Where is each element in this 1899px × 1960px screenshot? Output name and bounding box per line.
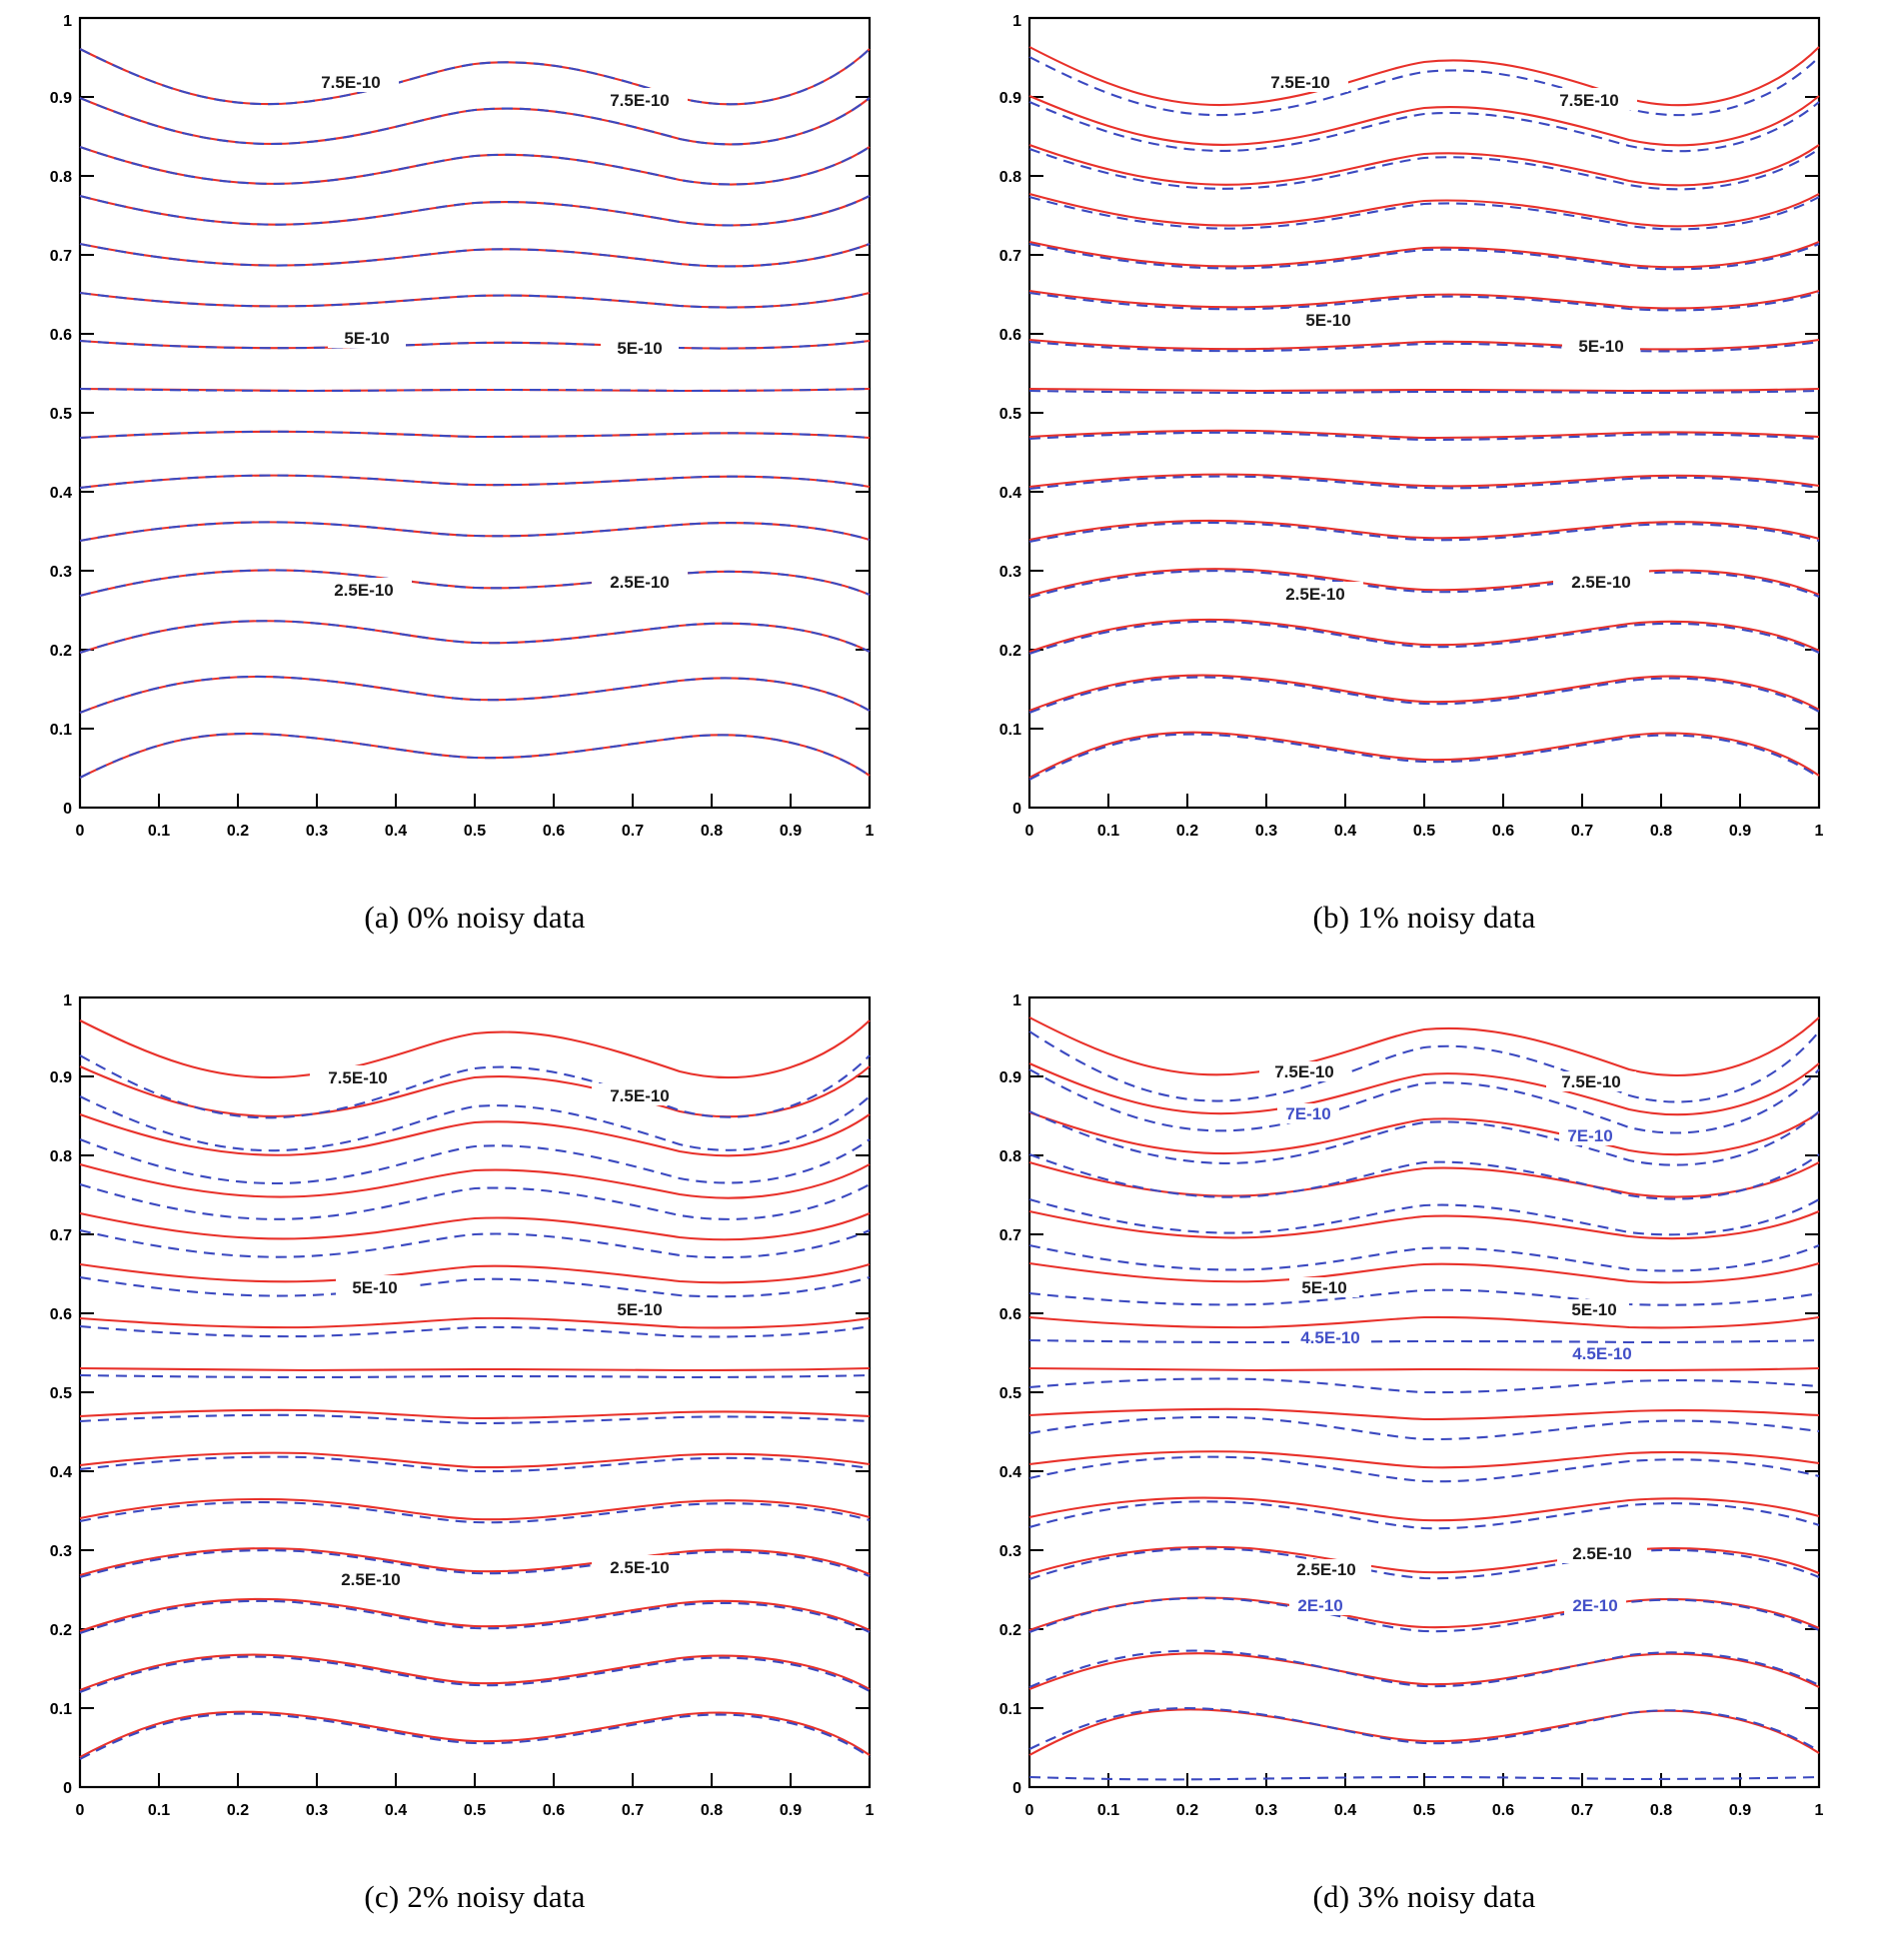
svg-text:0.7: 0.7 bbox=[621, 1802, 645, 1819]
contour-label: 2.5E-10 bbox=[1285, 585, 1345, 604]
contour-label: 7E-10 bbox=[1567, 1126, 1613, 1145]
svg-text:0.6: 0.6 bbox=[1491, 823, 1515, 840]
contour-label: 7.5E-10 bbox=[1270, 73, 1330, 92]
contours-exact-d bbox=[1029, 1017, 1819, 1755]
svg-text:1: 1 bbox=[63, 13, 72, 30]
svg-text:1: 1 bbox=[1814, 1802, 1824, 1819]
svg-text:0.4: 0.4 bbox=[49, 485, 72, 502]
svg-text:0.2: 0.2 bbox=[1175, 1802, 1199, 1819]
svg-text:0.7: 0.7 bbox=[1570, 823, 1594, 840]
svg-text:0.6: 0.6 bbox=[49, 1306, 72, 1323]
svg-text:0.2: 0.2 bbox=[998, 643, 1021, 660]
contour-label: 2E-10 bbox=[1572, 1596, 1618, 1615]
contour-label: 5E-10 bbox=[617, 339, 663, 358]
svg-text:0.6: 0.6 bbox=[49, 327, 72, 344]
svg-text:0: 0 bbox=[1012, 801, 1021, 818]
svg-text:0.8: 0.8 bbox=[998, 169, 1021, 186]
svg-text:0.2: 0.2 bbox=[226, 1802, 250, 1819]
contour-label: 2.5E-10 bbox=[1571, 573, 1631, 592]
svg-text:0.7: 0.7 bbox=[49, 1227, 72, 1244]
svg-text:0.6: 0.6 bbox=[542, 823, 566, 840]
svg-text:0.2: 0.2 bbox=[1175, 823, 1199, 840]
svg-text:0.8: 0.8 bbox=[700, 823, 724, 840]
contour-label: 5E-10 bbox=[1578, 337, 1624, 356]
svg-text:0.8: 0.8 bbox=[700, 1802, 724, 1819]
svg-text:0.9: 0.9 bbox=[1728, 1802, 1752, 1819]
svg-text:0.4: 0.4 bbox=[998, 485, 1021, 502]
svg-text:0.5: 0.5 bbox=[1412, 1802, 1436, 1819]
svg-text:0.3: 0.3 bbox=[1254, 1802, 1278, 1819]
svg-text:0.3: 0.3 bbox=[1254, 823, 1278, 840]
axes-d bbox=[999, 992, 1824, 1819]
svg-text:0.2: 0.2 bbox=[49, 1622, 72, 1639]
svg-text:0.9: 0.9 bbox=[998, 90, 1021, 107]
svg-text:0.5: 0.5 bbox=[49, 1385, 72, 1402]
plot-svg-b bbox=[989, 8, 1849, 868]
svg-text:0.8: 0.8 bbox=[998, 1148, 1021, 1165]
svg-text:0.7: 0.7 bbox=[998, 1227, 1021, 1244]
svg-text:0.7: 0.7 bbox=[998, 248, 1021, 265]
svg-text:0.4: 0.4 bbox=[1333, 1802, 1357, 1819]
svg-text:0.9: 0.9 bbox=[779, 1802, 803, 1819]
svg-text:0.4: 0.4 bbox=[49, 1464, 72, 1481]
contours-reconstructed-d bbox=[1029, 1031, 1819, 1779]
contour-label: 2.5E-10 bbox=[1572, 1544, 1632, 1563]
svg-text:0.1: 0.1 bbox=[1096, 1802, 1120, 1819]
svg-text:0.5: 0.5 bbox=[1412, 823, 1436, 840]
svg-text:0: 0 bbox=[1024, 1802, 1034, 1819]
contour-label: 2.5E-10 bbox=[341, 1570, 401, 1589]
svg-text:0: 0 bbox=[75, 823, 85, 840]
svg-text:0.6: 0.6 bbox=[542, 1802, 566, 1819]
contour-label: 5E-10 bbox=[352, 1278, 398, 1297]
contour-labels-b bbox=[1252, 70, 1649, 604]
contour-label: 2.5E-10 bbox=[610, 1558, 670, 1577]
svg-text:0.7: 0.7 bbox=[621, 823, 645, 840]
contour-label: 4.5E-10 bbox=[1300, 1328, 1360, 1347]
svg-text:0: 0 bbox=[1024, 823, 1034, 840]
contour-label: 7.5E-10 bbox=[1561, 1072, 1621, 1091]
svg-text:0.5: 0.5 bbox=[998, 1385, 1021, 1402]
plot-b bbox=[989, 8, 1849, 868]
svg-text:0.5: 0.5 bbox=[49, 406, 72, 423]
panel-caption-c: (c) 2% noisy data bbox=[364, 1879, 586, 1914]
contours-reconstructed-a bbox=[80, 49, 870, 778]
svg-text:0.3: 0.3 bbox=[49, 1543, 72, 1560]
contour-label: 5E-10 bbox=[1571, 1300, 1617, 1319]
svg-text:0.8: 0.8 bbox=[49, 1148, 72, 1165]
svg-text:0: 0 bbox=[63, 801, 72, 818]
contour-label: 2.5E-10 bbox=[610, 573, 670, 592]
contour-label: 7.5E-10 bbox=[610, 91, 670, 110]
svg-text:1: 1 bbox=[1012, 13, 1021, 30]
svg-text:0.6: 0.6 bbox=[998, 1306, 1021, 1323]
svg-text:0.1: 0.1 bbox=[1096, 823, 1120, 840]
contour-label: 2E-10 bbox=[1297, 1596, 1343, 1615]
axes-a bbox=[50, 13, 875, 840]
contours-exact-b bbox=[1029, 47, 1819, 778]
svg-text:0.1: 0.1 bbox=[147, 823, 171, 840]
plot-svg-d bbox=[989, 987, 1849, 1847]
svg-text:0.3: 0.3 bbox=[49, 564, 72, 581]
svg-text:0.9: 0.9 bbox=[998, 1069, 1021, 1086]
panel-b bbox=[950, 0, 1899, 980]
contour-label: 5E-10 bbox=[617, 1300, 663, 1319]
svg-text:0.1: 0.1 bbox=[147, 1802, 171, 1819]
contour-labels-a bbox=[303, 70, 688, 600]
contour-label: 2.5E-10 bbox=[334, 581, 394, 600]
svg-text:0.1: 0.1 bbox=[49, 722, 72, 739]
contour-label: 2.5E-10 bbox=[1296, 1560, 1356, 1579]
plot-c bbox=[40, 987, 900, 1847]
contour-label: 5E-10 bbox=[344, 329, 390, 348]
contour-label: 7.5E-10 bbox=[1274, 1062, 1334, 1081]
panel-a bbox=[0, 0, 950, 980]
svg-text:1: 1 bbox=[865, 823, 875, 840]
svg-text:0.9: 0.9 bbox=[49, 90, 72, 107]
panel-caption-d: (d) 3% noisy data bbox=[1312, 1879, 1536, 1914]
svg-text:0: 0 bbox=[1012, 1780, 1021, 1797]
svg-text:0.7: 0.7 bbox=[1570, 1802, 1594, 1819]
svg-text:0.9: 0.9 bbox=[1728, 823, 1752, 840]
panel-caption-a: (a) 0% noisy data bbox=[364, 900, 586, 935]
svg-text:0.3: 0.3 bbox=[998, 1543, 1021, 1560]
svg-text:0.3: 0.3 bbox=[305, 823, 329, 840]
svg-text:0.8: 0.8 bbox=[49, 169, 72, 186]
svg-text:0.1: 0.1 bbox=[998, 722, 1021, 739]
panel-d bbox=[950, 980, 1899, 1959]
contours-reconstructed-b bbox=[1029, 57, 1819, 780]
svg-text:0.8: 0.8 bbox=[1649, 823, 1673, 840]
svg-text:0.6: 0.6 bbox=[1491, 1802, 1515, 1819]
contours-exact-c bbox=[80, 1020, 870, 1757]
svg-text:1: 1 bbox=[1814, 823, 1824, 840]
svg-text:0.4: 0.4 bbox=[384, 823, 408, 840]
plot-svg-a bbox=[40, 8, 900, 868]
svg-text:1: 1 bbox=[865, 1802, 875, 1819]
plot-svg-c bbox=[40, 987, 900, 1847]
svg-text:0.4: 0.4 bbox=[998, 1464, 1021, 1481]
svg-text:0.7: 0.7 bbox=[49, 248, 72, 265]
svg-text:0.3: 0.3 bbox=[305, 1802, 329, 1819]
svg-text:0.2: 0.2 bbox=[226, 823, 250, 840]
svg-text:0.3: 0.3 bbox=[998, 564, 1021, 581]
contour-label: 7.5E-10 bbox=[1559, 91, 1619, 110]
svg-text:0.1: 0.1 bbox=[998, 1701, 1021, 1718]
svg-text:0.4: 0.4 bbox=[384, 1802, 408, 1819]
svg-text:0.9: 0.9 bbox=[779, 823, 803, 840]
svg-text:0.4: 0.4 bbox=[1333, 823, 1357, 840]
contour-label: 7.5E-10 bbox=[610, 1086, 670, 1105]
contour-label: 5E-10 bbox=[1301, 1278, 1347, 1297]
contours-exact-a bbox=[80, 49, 870, 778]
svg-text:0.2: 0.2 bbox=[49, 643, 72, 660]
contours-reconstructed-c bbox=[80, 1055, 870, 1759]
contour-label: 7.5E-10 bbox=[328, 1068, 388, 1087]
svg-text:0: 0 bbox=[75, 1802, 85, 1819]
svg-text:0.9: 0.9 bbox=[49, 1069, 72, 1086]
panel-caption-b: (b) 1% noisy data bbox=[1312, 900, 1536, 935]
svg-text:0.1: 0.1 bbox=[49, 1701, 72, 1718]
contour-label: 5E-10 bbox=[1305, 311, 1351, 330]
plot-d bbox=[989, 987, 1849, 1847]
panel-c bbox=[0, 980, 950, 1959]
svg-text:1: 1 bbox=[63, 992, 72, 1009]
contour-label: 7.5E-10 bbox=[321, 73, 381, 92]
svg-text:0.8: 0.8 bbox=[1649, 1802, 1673, 1819]
svg-text:0.6: 0.6 bbox=[998, 327, 1021, 344]
svg-text:0.5: 0.5 bbox=[998, 406, 1021, 423]
svg-text:0.2: 0.2 bbox=[998, 1622, 1021, 1639]
plot-a bbox=[40, 8, 900, 868]
svg-text:0: 0 bbox=[63, 1780, 72, 1797]
svg-text:0.5: 0.5 bbox=[463, 1802, 487, 1819]
contour-label: 4.5E-10 bbox=[1572, 1344, 1632, 1363]
svg-text:1: 1 bbox=[1012, 992, 1021, 1009]
contour-label: 7E-10 bbox=[1285, 1104, 1331, 1123]
svg-text:0.5: 0.5 bbox=[463, 823, 487, 840]
